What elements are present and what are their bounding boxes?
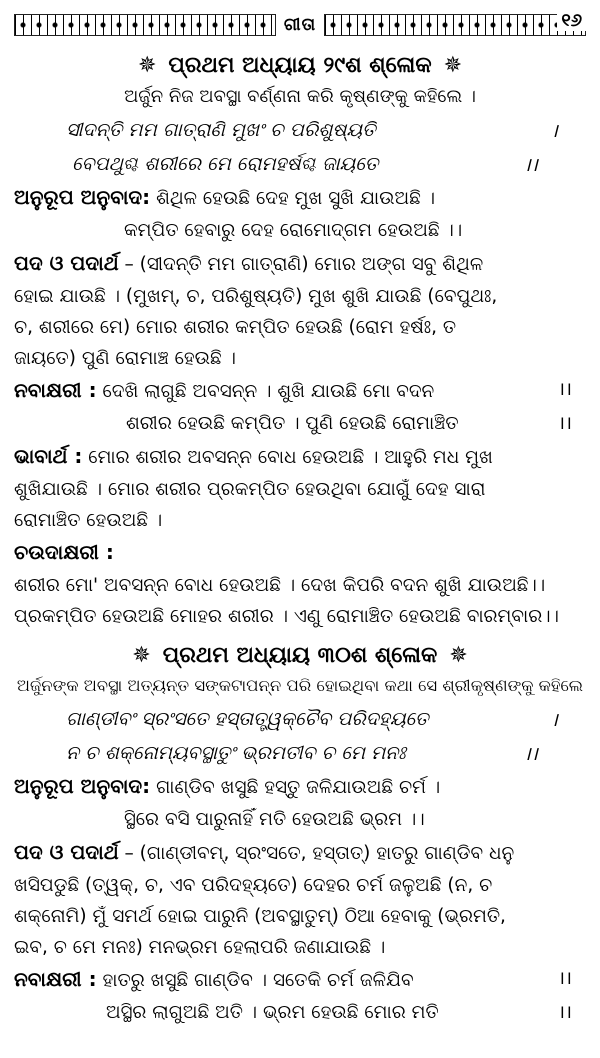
section2-naba-line-2 bbox=[14, 997, 586, 1029]
verse-end-mark: । bbox=[550, 709, 558, 731]
section1-pada-line-4: ଜାୟତେ) ପୁଣି ରୋମାଞ୍ଚ ହେଉଛି । bbox=[14, 348, 236, 369]
verse-end-mark: ।। bbox=[557, 379, 572, 400]
pada-label: ପଦ ଓ ପଦାର୍ଥ bbox=[14, 840, 119, 864]
anurupa-label: ଅନୁରୂପ ଅନୁବାଦ: bbox=[14, 774, 151, 798]
page-number: ୧୬ bbox=[557, 10, 586, 31]
verse-text: ନ ଚ ଶକ୍ନୋମ୍ୟବସ୍ଥାତୁଂ ଭ୍ରମତୀବ ଚ ମେ ମନଃ bbox=[66, 742, 406, 764]
naba-text: ଶରୀର ହେଉଛି କମ୍ପିତ । ପୁଣି ହେଉଛି ରୋମାଞ୍ଚିତ bbox=[126, 413, 459, 434]
decorative-border-right bbox=[324, 14, 586, 36]
verse-end-mark: ।। bbox=[523, 743, 538, 765]
header-band bbox=[14, 8, 586, 42]
section2-heading bbox=[14, 638, 586, 672]
section1-heading-text: ପ୍ରଥମ ଅଧ୍ୟାୟ ୨୯ଶ ଶ୍ଳୋକ bbox=[168, 52, 432, 78]
section1-chauda bbox=[14, 536, 586, 570]
section1-pada-line-2: ହୋଇ ଯାଉଛି । (ମୁଖମ୍, ଚ, ପରିଶୁଷ୍ୟତି) ମୁଖ ଶୁଖି ଯାଉଛି (ବେପୁଥଃ, bbox=[14, 286, 498, 307]
verse-text: ବେପଥୁଶ୍ଚ ଶରୀରେ ମେ ରୋମହର୍ଷଶ୍ଚ ଜାୟତେ bbox=[72, 153, 379, 175]
naba-text: ହାତରୁ ଖସୁଛି ଗାଣ୍ଡିବ । ସତେକି ଚର୍ମ ଜଳିଯିବ bbox=[102, 970, 414, 991]
header-title: ଗୀତା bbox=[276, 15, 324, 35]
section2-anurupa-line-2: ସ୍ଥିରେ ବସି ପାରୁନାହିଁ ମତି ହେଉଅଛି ଭ୍ରମ ।। bbox=[124, 809, 425, 830]
section2-pada bbox=[14, 836, 586, 870]
pada-line: – (ଗାଣ୍ଡୀବମ୍, ସ୍ରଂସତେ, ହସ୍ତାତ୍) ହାତରୁ ଗାଣ୍ଡିବ ଧନୁ bbox=[118, 843, 515, 864]
pada-label: ପଦ ଓ ପଦାର୍ଥ bbox=[14, 251, 119, 275]
section1-verse-line-1 bbox=[14, 113, 586, 147]
verse-end-mark: ।। bbox=[557, 968, 572, 989]
section1-bhaba bbox=[14, 440, 586, 474]
section2-verse-line-1 bbox=[14, 702, 586, 736]
bhaba-label: ଭାବାର୍ଥ : bbox=[14, 444, 83, 468]
section2-intro: ଅର୍ଜୁନଙ୍କ ଅବସ୍ଥା ଅତ୍ୟନ୍ତ ସଙ୍କଟାପନ୍ନ ପରି ହୋଇଥିବା କଥା ସେ ଶ୍ରୀକୃଷ୍ଣଙ୍କୁ କହିଲେ bbox=[16, 676, 584, 695]
star-ornament-icon: ✵ bbox=[137, 52, 157, 78]
section1-anurupa bbox=[14, 181, 586, 215]
section1-pada-line-3: ଚ, ଶରୀରେ ମେ) ମୋର ଶରୀର କମ୍ପିତ ହେଉଛି (ରୋମ ହର୍ଷଃ, ତ bbox=[14, 317, 457, 338]
section1-intro: ଅର୍ଜୁନ ନିଜ ଅବସ୍ଥା ବର୍ଣ୍ଣନା କରି କୃଷ୍ଣଙ୍କୁ କହିଲେ । bbox=[124, 86, 476, 107]
verse-end-mark: ।। bbox=[557, 1002, 572, 1023]
section1-anurupa-line-2: କମ୍ପିତ ହେବାରୁ ଦେହ ରୋମୋଦ୍‌ଗମ ହେଉଅଛି ।। bbox=[124, 220, 463, 241]
naba-label: ନବାକ୍ଷରୀ : bbox=[14, 967, 97, 991]
section2-anurupa bbox=[14, 770, 586, 804]
naba-label: ନବାକ୍ଷରୀ : bbox=[14, 378, 97, 402]
verse-end-mark: ।। bbox=[523, 154, 538, 176]
decorative-border-left bbox=[14, 14, 276, 36]
section1-chauda-line-2: ପ୍ରକମ୍ପିତ ହେଉଅଛି ମୋହର ଶରୀର । ଏଣୁ ରୋମାଞ୍ଚିତ ହେଉଅଛି ବାରମ୍ବାର।। bbox=[14, 606, 559, 627]
section1-heading bbox=[14, 48, 586, 82]
verse-text: ଗାଣ୍ଡୀବଂ ସ୍ରଂସତେ ହସ୍ତାତ୍ତ୍ୱକ୍‌ଚୈବ ପରିଦହ୍ୟତେ bbox=[66, 708, 429, 730]
bhaba-line: ମୋର ଶରୀର ଅବସନ୍ନ ବୋଧ ହେଉଅଛି । ଆହୁରି ମଧ ମୁଖ bbox=[82, 447, 493, 468]
star-ornament-icon: ✵ bbox=[132, 642, 151, 668]
anurupa-line: ଗାଣ୍ଡିବ ଖସୁଛି ହସ୍ତୁ ଜଳିଯାଉଅଛି ଚର୍ମ । bbox=[156, 777, 441, 798]
naba-text: ଦେଖି ଲାଗୁଛି ଅବସନ୍ନ । ଶୁଖି ଯାଉଛି ମୋ ବଦନ bbox=[102, 381, 435, 402]
section2-verse-line-2 bbox=[14, 736, 586, 770]
section2-naba-line-1 bbox=[14, 963, 586, 997]
section1-bhaba-line-3: ରୋମାଞ୍ଚିତ ହେଉଅଛି । bbox=[14, 510, 163, 531]
verse-end-mark: ।। bbox=[557, 413, 572, 434]
star-ornament-icon: ✵ bbox=[449, 642, 468, 668]
naba-text: ଅସ୍ଥିର ଲାଗୁଅଛି ଅତି । ଭ୍ରମ ହେଉଛି ମୋର ମତି bbox=[106, 1002, 439, 1023]
section2-heading-text: ପ୍ରଥମ ଅଧ୍ୟାୟ ୩୦ଶ ଶ୍ଳୋକ bbox=[162, 642, 438, 668]
section2-pada-line-4: ଇବ, ଚ ମେ ମନଃ) ମନଭ୍ରମ ହେଲାପରି ଜଣାଯାଉଛି । bbox=[14, 937, 386, 958]
pada-line: – (ସୀଦନ୍ତି ମମ ଗାତ୍ରାଣି) ମୋର ଅଙ୍ଗ ସବୁ ଶିଥିଳ bbox=[118, 254, 484, 275]
section1-pada bbox=[14, 247, 586, 281]
section1-bhaba-line-2: ଶୁଖିଯାଉଛି । ମୋର ଶରୀର ପ୍ରକମ୍ପିତ ହେଉଥିବା ଯୋଗୁଁ ଦେହ ସାରା bbox=[14, 479, 486, 500]
section1-verse-line-2 bbox=[14, 147, 586, 181]
anurupa-label: ଅନୁରୂପ ଅନୁବାଦ: bbox=[14, 185, 151, 209]
star-ornament-icon: ✵ bbox=[443, 52, 463, 78]
section1-naba-line-2 bbox=[14, 408, 586, 440]
anurupa-line: ଶିଥିଳ ହେଉଛି ଦେହ ମୁଖ ସୁଖି ଯାଉଅଛି । bbox=[156, 188, 436, 209]
chauda-label: ଚଉଦାକ୍ଷରୀ : bbox=[14, 540, 114, 564]
section1-naba-line-1 bbox=[14, 374, 586, 408]
section2-pada-line-3: ଶକ୍ନୋମି) ମୁଁ ସମର୍ଥ ହୋଇ ପାରୁନି (ଅବସ୍ଥାତୁମ୍) ଠିଆ ହେବାକୁ (ଭ୍ରମତି, bbox=[14, 906, 506, 927]
verse-end-mark: । bbox=[550, 120, 558, 142]
section1-chauda-line-1: ଶରୀର ମୋ' ଅବସନ୍ନ ବୋଧ ହେଉଅଛି । ଦେଖ କିପରି ବଦନ ଶୁଖି ଯାଉଅଛି।। bbox=[14, 575, 546, 596]
section2-pada-line-2: ଖସିପଡୁଛି (ତ୍ୱକ୍, ଚ, ଏବ ପରିଦହ୍ୟତେ) ଦେହର ଚର୍ମ ଜଳୁଅଛି (ନ, ଚ bbox=[14, 875, 493, 896]
verse-text: ସୀଦନ୍ତି ମମ ଗାତ୍ରାଣି ମୁଖଂ ଚ ପରିଶୁଷ୍ୟତି bbox=[66, 119, 376, 141]
